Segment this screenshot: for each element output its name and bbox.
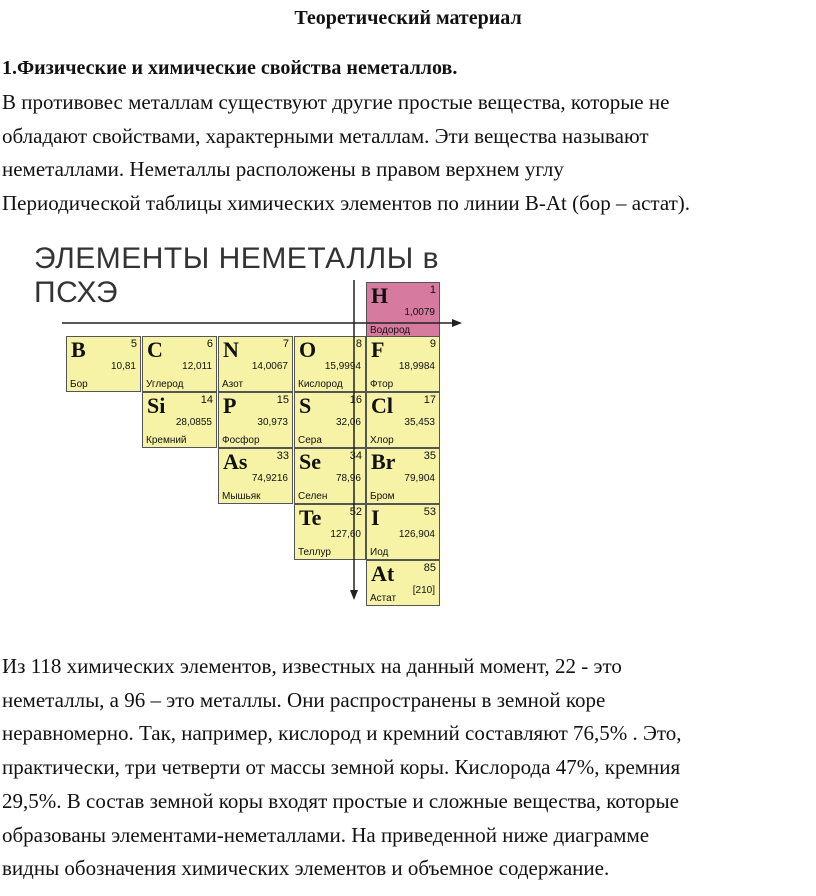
element-symbol: I: [371, 505, 380, 530]
element-name: Мышьяк: [222, 491, 261, 502]
element-number: 33: [276, 450, 289, 462]
element-name: Азот: [222, 379, 244, 390]
element-number: 52: [349, 506, 362, 518]
element-name: Селен: [298, 491, 328, 502]
element-name: Иод: [370, 547, 389, 558]
element-symbol: At: [371, 561, 395, 586]
paragraph-line: образованы элементами-неметаллами. На приведенной ниже диаграмме: [2, 822, 650, 847]
element-name: Кремний: [146, 435, 187, 446]
figure-title: ЭЛЕМЕНТЫ НЕМЕТАЛЛЫ в ПСХЭ: [34, 242, 440, 309]
element-symbol: Te: [299, 505, 322, 530]
element-name: Фосфор: [222, 435, 260, 446]
intro-paragraph: [2, 86, 810, 220]
element-number: 6: [206, 338, 213, 350]
element-symbol: C: [147, 337, 163, 362]
element-number: 14: [200, 394, 213, 406]
element-mass: 78,96: [335, 473, 361, 484]
paragraph-line: Из 118 химических элементов, известных на данный момент, 22 - это: [2, 654, 622, 678]
element-symbol: B: [71, 337, 86, 362]
element-number: 34: [349, 450, 362, 462]
horizontal-arrow-icon: [452, 319, 462, 327]
element-mass: 12,011: [182, 361, 212, 372]
element-number: 1: [429, 284, 436, 296]
element-number: 5: [130, 338, 137, 350]
element-number: 15: [276, 394, 289, 406]
element-symbol: As: [223, 449, 248, 474]
element-mass: [210]: [412, 585, 435, 596]
element-name: Теллур: [298, 547, 331, 558]
element-number: 9: [429, 338, 436, 350]
section-heading: 1.Физические и химические свойства неметаллов.: [2, 57, 458, 79]
element-number: 85: [423, 562, 436, 574]
element-symbol: Si: [147, 393, 166, 418]
element-symbol: S: [299, 393, 312, 418]
distribution-paragraph: [2, 650, 810, 886]
element-mass: 30,973: [257, 417, 288, 428]
element-name: Бром: [370, 491, 395, 502]
element-number: 53: [423, 506, 436, 518]
paragraph-line: неметаллы, а 96 – это металлы. Они распространены в земной коре: [2, 687, 606, 712]
element-name: Бор: [70, 379, 88, 390]
element-mass: 10,81: [110, 361, 136, 372]
paragraph-line: неравномерно. Так, например, кислород и кремний составляют 76,5% . Это,: [2, 721, 682, 746]
element-mass: 79,904: [404, 473, 435, 484]
element-mass: 126,904: [398, 529, 435, 540]
element-name: Водород: [370, 325, 411, 336]
element-number: 17: [423, 394, 436, 406]
element-name: Углерод: [146, 379, 184, 390]
paragraph-line: практически, три четверти от массы земной коры. Кислорода 47%, кремния: [2, 755, 681, 780]
element-name: Фтор: [370, 379, 394, 390]
element-mass: 18,9984: [398, 361, 435, 372]
element-mass: 14,0067: [251, 361, 288, 372]
element-mass: 74,9216: [251, 473, 288, 484]
page-title: Теоретический материал: [294, 7, 522, 29]
element-symbol: H: [371, 283, 389, 308]
nonmetals-periodic-figure: [0, 230, 520, 630]
element-symbol: Se: [299, 449, 321, 474]
paragraph-line: Периодической таблицы химических элементов по линии B-At (бор – астат).: [2, 190, 691, 215]
element-mass: 127,60: [330, 529, 361, 540]
element-number: 35: [423, 450, 436, 462]
element-symbol: P: [223, 393, 237, 418]
element-name: Сера: [298, 435, 322, 446]
element-mass: 35,453: [404, 417, 435, 428]
element-name: Кислород: [298, 379, 343, 390]
element-name: Астат: [370, 593, 397, 604]
paragraph-line: обладают свойствами, характерными металлам. Эти вещества называют: [2, 123, 649, 148]
paragraph-line: 29,5%. В состав земной коры входят простые и сложные вещества, которые: [2, 788, 679, 813]
element-name: Хлор: [370, 435, 394, 446]
paragraph-line: видны обозначения химических элементов и объемное содержание.: [2, 856, 610, 881]
vertical-arrow-icon: [350, 590, 358, 600]
element-mass: 1,0079: [404, 307, 435, 318]
element-number: 8: [355, 338, 362, 350]
element-symbol: Br: [371, 449, 396, 474]
paragraph-line: неметаллами. Неметаллы расположены в правом верхнем углу: [2, 157, 564, 181]
element-symbol: Cl: [371, 393, 393, 418]
element-number: 16: [349, 394, 362, 406]
element-mass: 32,06: [335, 417, 361, 428]
element-mass: 28,0855: [175, 417, 212, 428]
element-symbol: N: [223, 337, 239, 362]
element-number: 7: [282, 338, 289, 350]
figure-axes: [0, 230, 520, 630]
paragraph-line: В противовес металлам существуют другие простые вещества, которые не: [2, 90, 670, 114]
element-mass: 15,9994: [324, 361, 361, 372]
element-symbol: O: [299, 337, 317, 362]
element-symbol: F: [371, 337, 385, 362]
